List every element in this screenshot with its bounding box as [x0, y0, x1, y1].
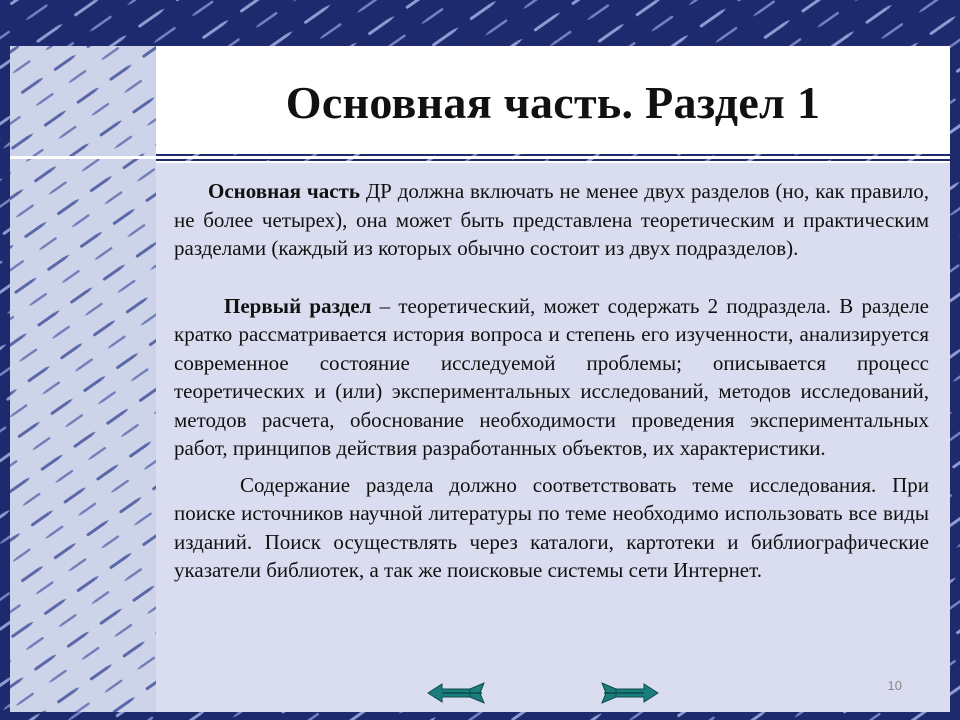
divider-line	[10, 156, 950, 159]
paragraph-1	[174, 177, 929, 263]
paragraph-1-bold: Основная часть	[208, 179, 360, 203]
paragraph-3: Содержание раздела должно соответствовать теме исследования. При поиске источников научной литературы по теме необходимо использовать все виды изданий. Поиск осуществлять через каталоги, картотеки и библиографические указатели библиотек, а так же поисковые системы сети Интернет.	[174, 472, 929, 582]
prev-slide-button[interactable]	[426, 680, 490, 706]
next-slide-button[interactable]	[596, 680, 660, 706]
content-area	[156, 163, 950, 712]
title-area	[156, 46, 950, 154]
arrow-left-icon	[426, 680, 490, 706]
slide-title: Основная часть. Раздел 1	[285, 77, 821, 128]
body-text	[174, 177, 929, 585]
arrow-right-icon	[596, 680, 660, 706]
paragraph-2-bold: Первый раздел	[224, 293, 372, 318]
page-number: 10	[887, 678, 902, 693]
paragraph-2	[174, 292, 929, 463]
paragraph-2-text: – теоретический, может содержать 2 подраздела. В разделе кратко рассматривается история вопроса и степень его изученности, анализируется современное состояние исследуемой проблемы; описывается процесс теоретических и (или) экспериментальных исследований, методов исследований, методов расчета, обоснование необходимости проведения экспериментальных работ, принципов действия разработанных объектов, их характеристики.	[174, 293, 930, 460]
paragraph-1-text: ДР должна включать не менее двух разделов (но, как правило, не более четырех), она может быть представлена теоретическим и практическим разделами (каждый из которых обычно состоит из двух подразделов).	[174, 179, 929, 260]
